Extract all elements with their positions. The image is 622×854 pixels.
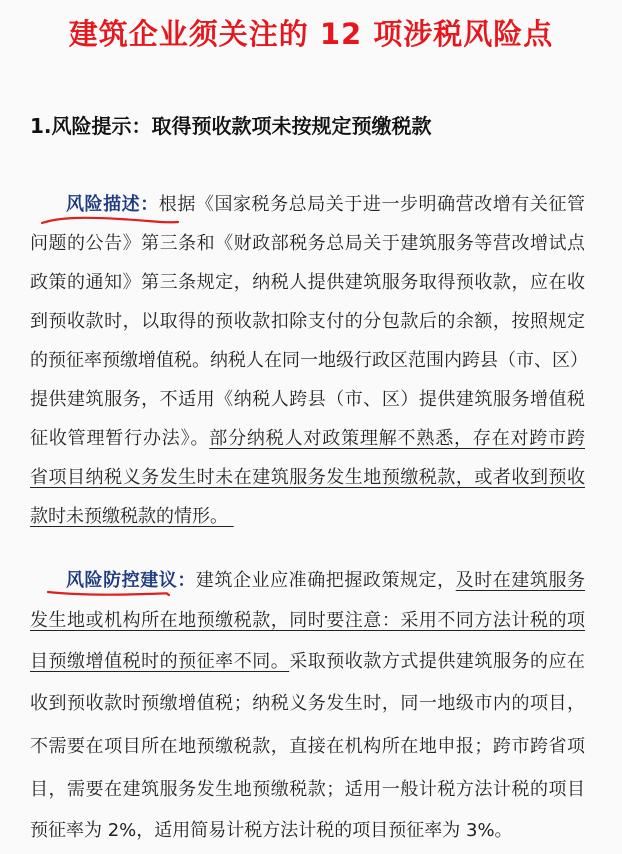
underlined-text: 款时未预缴税款的情形。 <box>30 506 234 527</box>
text-line <box>30 426 585 452</box>
section-heading: 1.风险提示：取得预收款项未按规定预缴税款 <box>30 114 432 138</box>
text-segment: 根据《国家税务总局关于进一步明确营改增有关征管 <box>158 194 586 215</box>
underlined-text: 及时在建筑服务 <box>455 570 586 591</box>
text-line: 预征率为 2%，适用简易计税方法计税的项目预征率为 3%。 <box>30 820 513 841</box>
underlined-text: 目预缴增值税时的预征率不同。 <box>30 651 290 672</box>
text-line <box>30 504 585 530</box>
text-line: 的预征率预缴增值税。纳税人在同一地级行政区范围内跨县（市、区） <box>30 350 588 371</box>
underlined-text-line: 省项目纳税义务发生时未在建筑服务发生地预缴税款，或者收到预收 <box>30 467 585 488</box>
text-segment: 建筑企业应准确把握政策规定， <box>195 570 456 591</box>
red-underline-scribble <box>46 587 171 599</box>
text-line: 提供建筑服务，不适用《纳税人跨县（市、区）提供建筑服务增值税 <box>30 389 585 410</box>
text-segment: 采取预收款方式提供建筑服务的应在 <box>289 651 586 672</box>
text-line: 不需要在项目所在地预缴税款，直接在机构所在地申报；跨市跨省项 <box>30 736 585 757</box>
risk-advice-label: 风险防控建议： <box>66 570 196 591</box>
text-line <box>30 649 585 675</box>
text-line: 政策的通知》第三条规定，纳税人提供建筑服务取得预收款，应在收 <box>30 272 585 293</box>
document-title: 建筑企业须关注的 12 项涉税风险点 <box>68 17 554 51</box>
text-line: 收到预收款时预缴增值税；纳税义务发生时，同一地级市内的项目， <box>30 693 585 714</box>
red-underline-scribble <box>40 214 180 228</box>
text-line: 目，需要在建筑服务发生地预缴税款；适用一般计税方法计税的项目 <box>30 779 585 800</box>
risk-description-label: 风险描述： <box>66 194 159 215</box>
text-line: 到预收款时，以取得的预收款扣除支付的分包款后的余额，按照规定 <box>30 311 585 332</box>
text-line: 问题的公告》第三条和《财政部税务总局关于建筑服务等营改增试点 <box>30 233 585 254</box>
underlined-text-line: 发生地或机构所在地预缴税款，同时要注意：采用不同方法计税的项 <box>30 610 585 631</box>
underlined-text: 部分纳税人对政策理解不熟悉，存在对跨市跨 <box>209 428 586 449</box>
text-segment: 征收管理暂行办法》。 <box>30 428 210 449</box>
